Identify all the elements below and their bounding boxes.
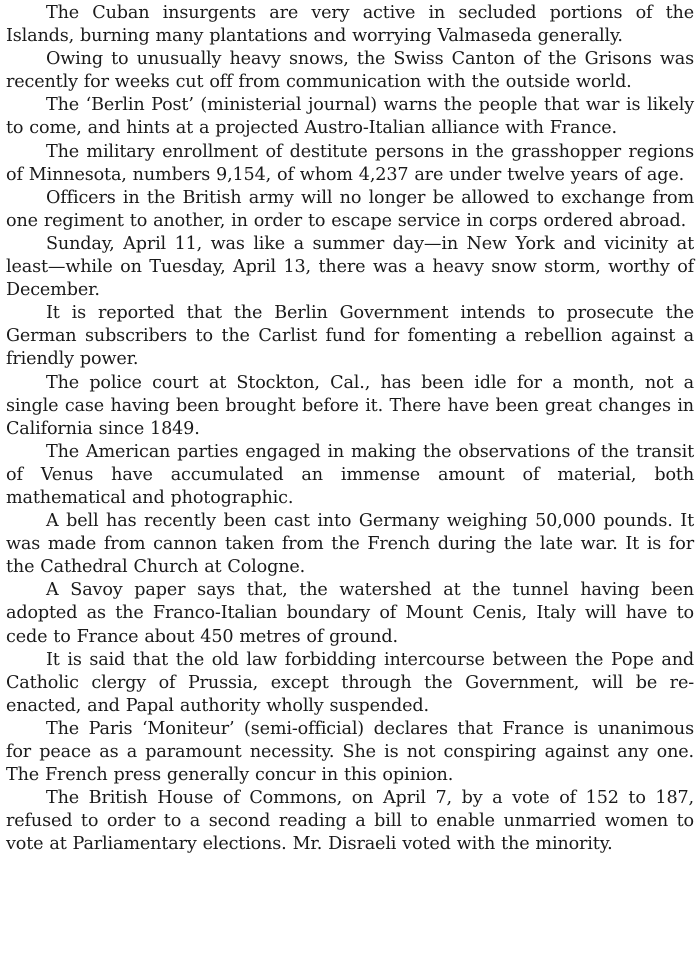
news-item-british-army: Officers in the British army will no longer be allowed to exchange from one regiment to another, in order to escape service in corps ordered abroad. xyxy=(6,187,694,231)
news-item-stockton-court: The police court at Stockton, Cal., has been idle for a month, not a single case having been brought before it. There have been great changes in California since 1849. xyxy=(6,372,694,439)
news-item-paris-moniteur: The Paris ‘Moniteur’ (semi-official) declares that France is unanimous for peace as a paramount necessity. She is not conspiring against any one. The French press generally concur in this opinion. xyxy=(6,718,694,786)
news-item-cologne-bell: A bell has recently been cast into Germany weighing 50,000 pounds. It was made from cannon taken from the French during the late war. It is for the Cathedral Church at Cologne. xyxy=(6,511,694,578)
news-item-cuban-insurgents: The Cuban insurgents are very active in secluded portions of the Islands, burning many plantations and worrying Valmaseda generally. xyxy=(6,3,694,47)
news-item-transit-of-venus: The American parties engaged in making the observations of the transit of Venus have accumulated an immense amount of material, both mathematical and photographic. xyxy=(6,441,694,508)
news-item-prussia-papal: It is said that the old law forbidding intercourse between the Pope and Catholic clergy of Prussia, except through the Government, will be re-enacted, and Papal authority wholly suspended. xyxy=(6,649,694,716)
news-item-grisons-snow: Owing to unusually heavy snows, the Swiss Canton of the Grisons was recently for weeks cut off from communication with the outside world. xyxy=(6,49,694,93)
news-item-april-weather: Sunday, April 11, was like a summer day—in New York and vicinity at least—while on Tuesday, April 13, there was a heavy snow storm, worthy of December. xyxy=(6,233,694,301)
news-item-house-of-commons: The British House of Commons, on April 7, by a vote of 152 to 187, refused to order to a second reading a bill to enable unmarried women to vote at Parliamentary elections. Mr. Disraeli voted with the minority. xyxy=(6,788,694,855)
news-column xyxy=(6,0,694,856)
news-item-carlist-fund: It is reported that the Berlin Government intends to prosecute the German subscribers to the Carlist fund for fomenting a rebellion against a friendly power. xyxy=(6,303,694,370)
news-item-berlin-post: The ‘Berlin Post’ (ministerial journal) warns the people that war is likely to come, and hints at a projected Austro-Italian alliance with France. xyxy=(6,95,694,139)
news-item-savoy-boundary: A Savoy paper says that, the watershed at the tunnel having been adopted as the Franco-Italian boundary of Mount Cenis, Italy will have to cede to France about 450 metres of ground. xyxy=(6,580,694,647)
news-item-minnesota-enrollment: The military enrollment of destitute persons in the grasshopper regions of Minnesota, numbers 9,154, of whom 4,237 are under twelve years of age. xyxy=(6,141,694,185)
